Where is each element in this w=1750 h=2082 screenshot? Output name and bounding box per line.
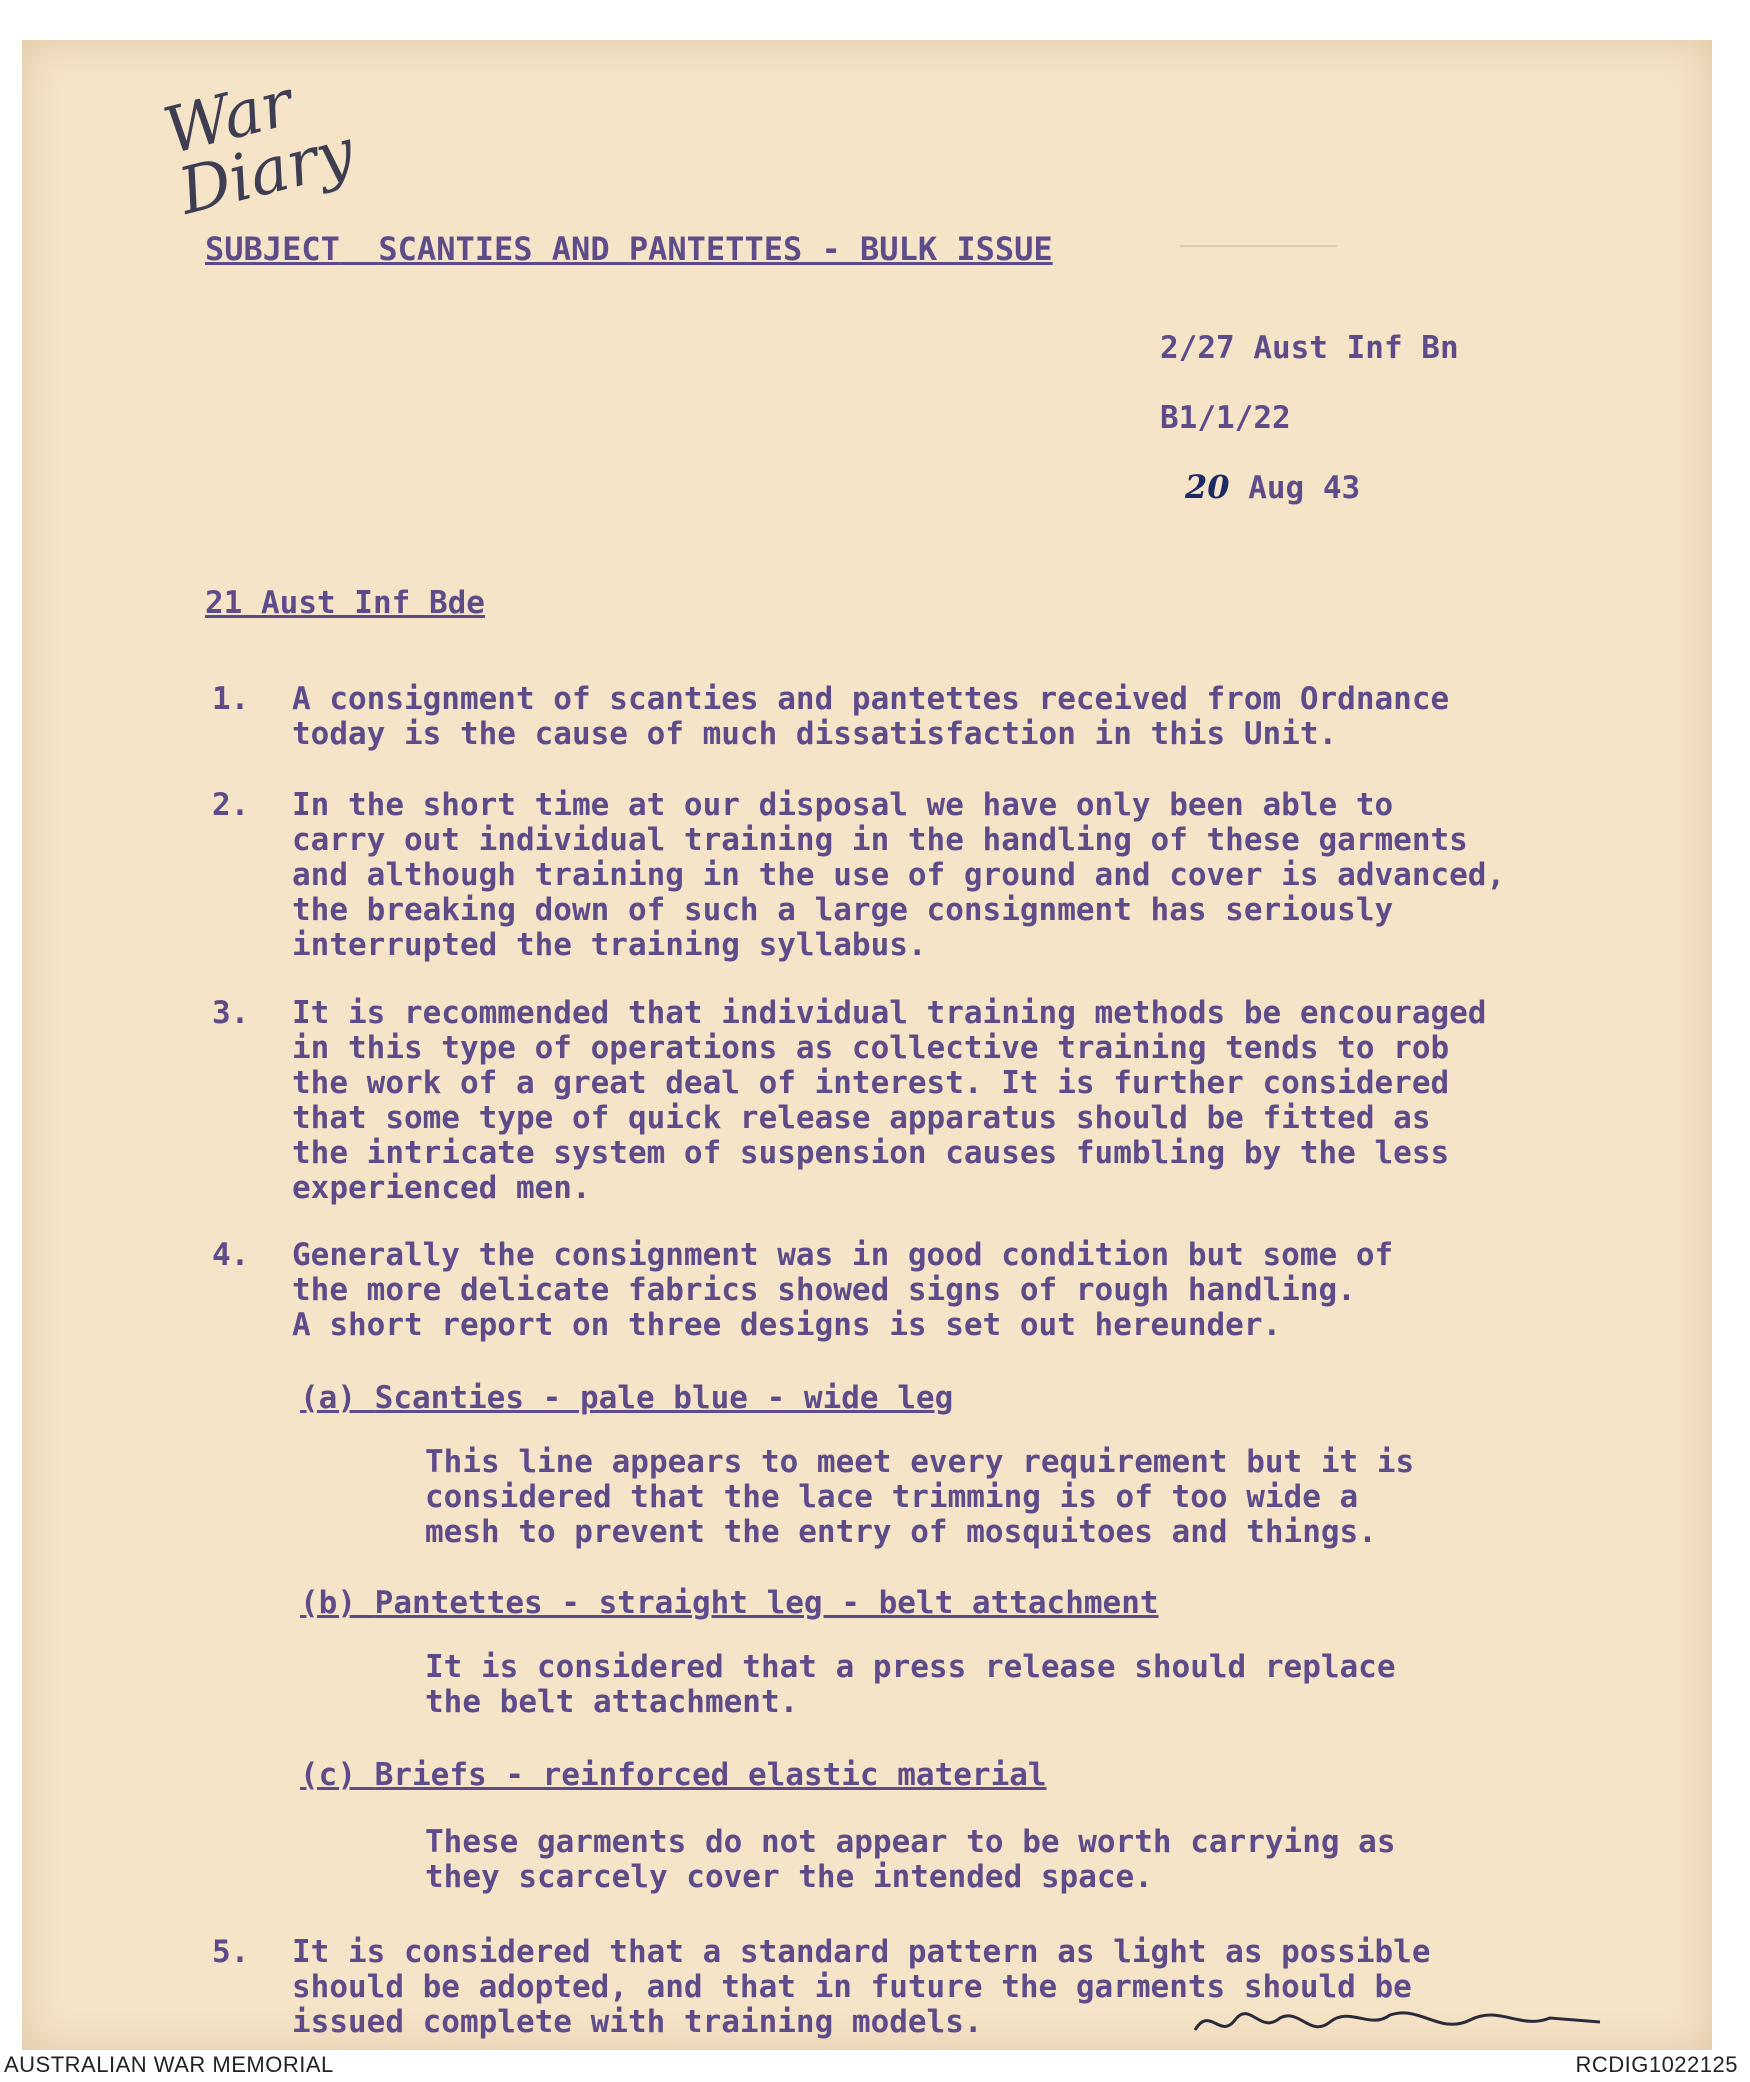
paragraph-number: 2. [212,787,250,823]
date-month-year: Aug 43 [1248,470,1361,506]
bleed-through: ────────── [1180,232,1337,262]
subitem-c-text: These garments do not appear to be worth carrying as they scarcely cover the intended space. [425,1824,1396,1895]
subitem-label: (b) [300,1585,356,1621]
paragraph-number: 4. [212,1237,250,1273]
subitem-a-text: This line appears to meet every requirement but it is considered that the lace trimming is of too wide a mesh to prevent the entry of mosquitoes and things. [425,1444,1415,1550]
paragraph-text: It is recommended that individual training methods be encouraged in this type of operations as collective training tends to rob the work of a great deal of interest. It is further considered that some type of quick release apparatus should be fitted as the intricate system of suspension causes fumbling by the less experienced men. [292,995,1487,1206]
paragraph-text: A consignment of scanties and pantettes received from Ordnance today is the cause of much dissatisfaction in this Unit. [292,681,1450,752]
subject-line [205,230,1053,268]
sender-unit: 2/27 Aust Inf Bn [1160,330,1459,366]
subitem-title: Scanties - pale blue - wide leg [374,1380,954,1416]
subject-title: SCANTIES AND PANTETTES - BULK ISSUE [378,230,1053,268]
date-day-handwritten: 20 [1185,468,1230,506]
paragraph-number: 5. [212,1934,250,1970]
paragraph-text: In the short time at our disposal we have only been able to carry out individual training in the handling of these garments and although training in the use of ground and cover is advanced, the breaking down of such a large consignment has seriously interrupted the training syllabus. [292,787,1506,963]
paragraph-text: It is considered that a standard pattern as light as possible should be adopted, and that in future the garments should be issued complete with training models. [292,1934,1431,2040]
subitem-b-heading [300,1585,1159,1621]
handwritten-note: War Diary [156,66,362,230]
footer-left: AUSTRALIAN WAR MEMORIAL [4,2052,334,2077]
paragraph-number: 1. [212,681,250,717]
sender-reference: B1/1/22 [1160,400,1291,436]
addressee: 21 Aust Inf Bde [205,585,485,621]
paragraph-text: Generally the consignment was in good condition but some of the more delicate fabrics showed signs of rough handling. A short report on three designs is set out hereunder. [292,1237,1394,1343]
subitem-b-text: It is considered that a press release should replace the belt attachment. [425,1649,1396,1720]
signature-scribble [1190,2000,1610,2045]
paragraph-number: 3. [212,995,250,1031]
subitem-title: Briefs - reinforced elastic material [374,1757,1047,1793]
footer-right: RCDIG1022125 [1575,2052,1738,2077]
subitem-a-heading [300,1380,953,1416]
subitem-c-heading [300,1757,1047,1793]
sender-date [1185,468,1360,506]
subitem-title: Pantettes - straight leg - belt attachment [374,1585,1159,1621]
subject-label: SUBJECT [205,230,340,268]
subitem-label: (a) [300,1380,356,1416]
subitem-label: (c) [300,1757,356,1793]
